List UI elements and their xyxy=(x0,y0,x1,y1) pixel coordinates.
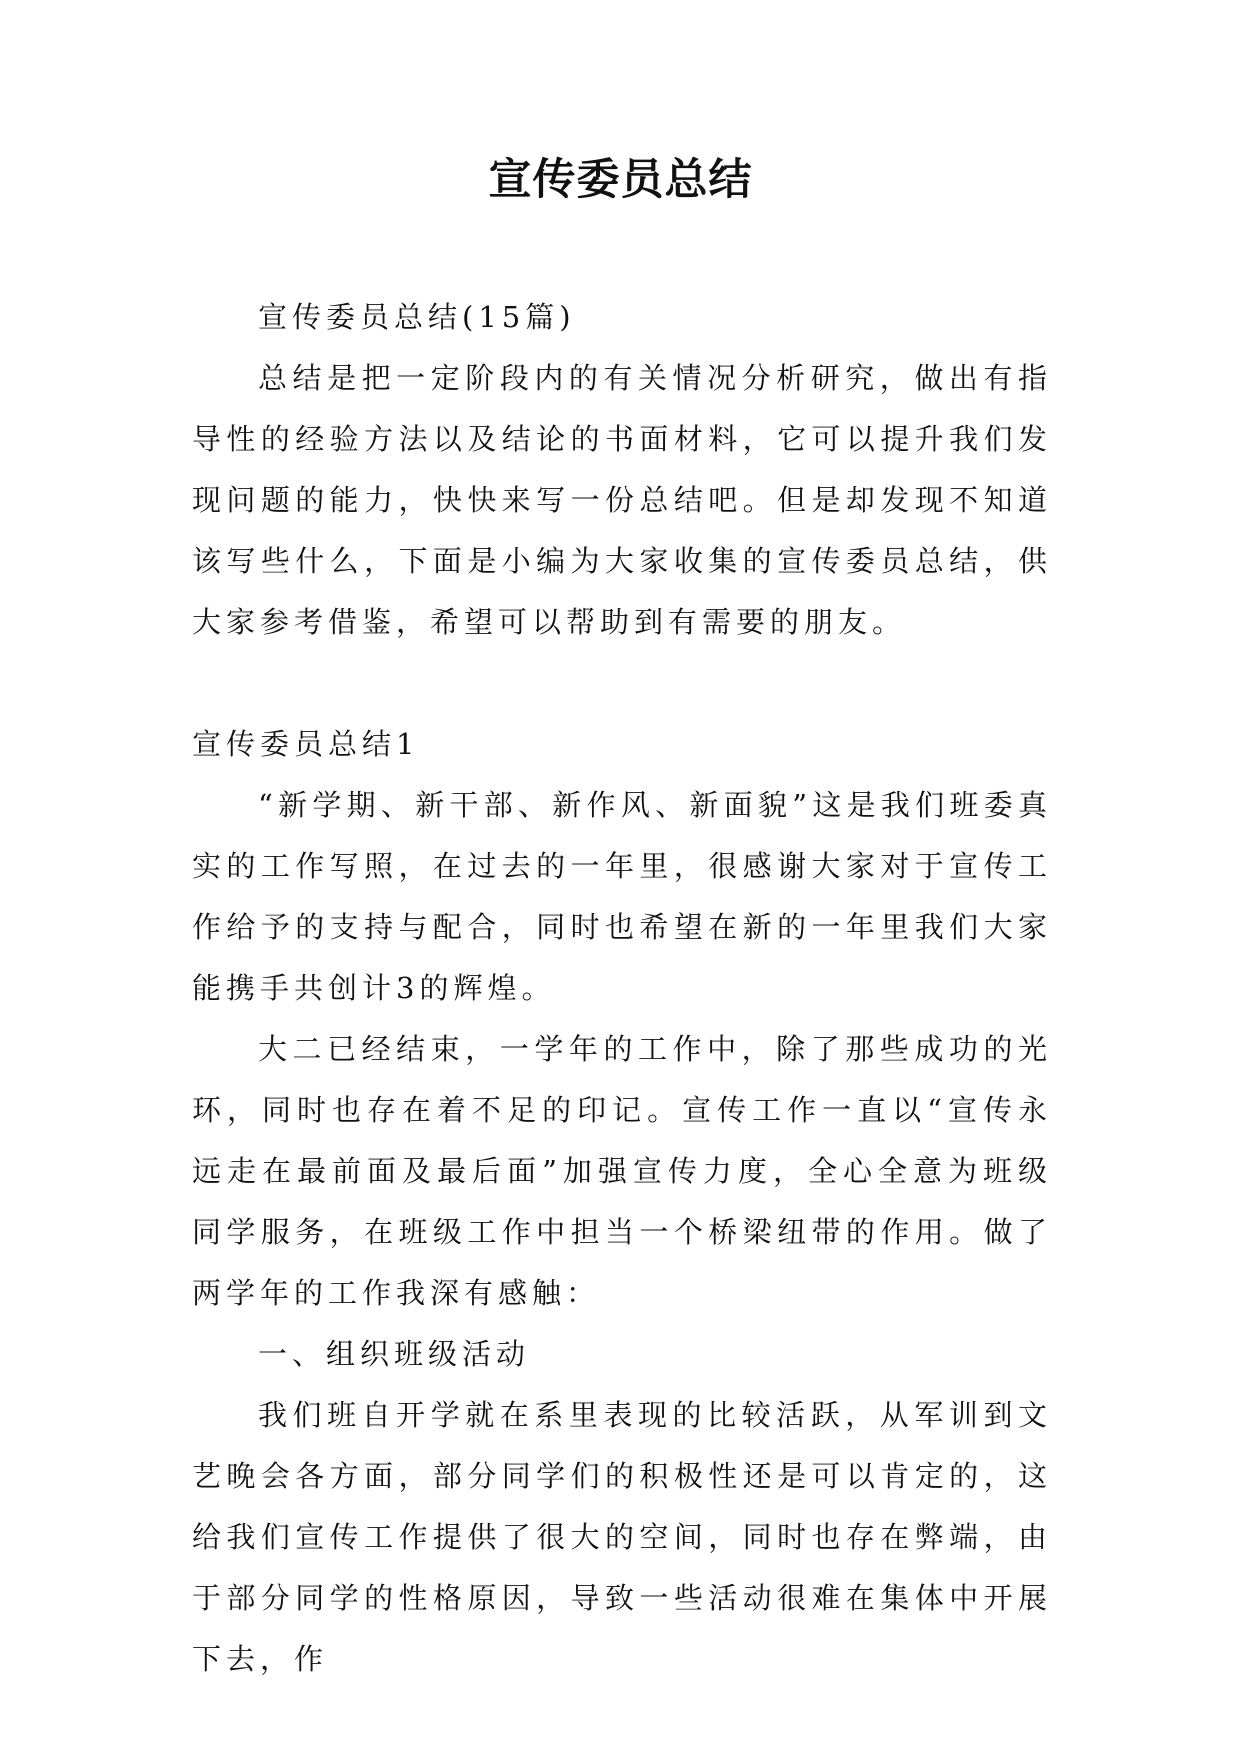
page-title: 宣传委员总结 xyxy=(488,155,753,205)
subsection-heading: 一、组织班级活动 xyxy=(258,1337,531,1371)
document-body xyxy=(192,287,1052,1690)
intro-paragraph: 总结是把一定阶段内的有关情况分析研究，做出有指导性的经验方法以及结论的书面材料，它可以提升我们发现问题的能力，快快来写一份总结吧。但是却发现不知道该写些什么，下面是小编为大家收集的宣传委员总结，供大家参考借鉴，希望可以帮助到有需要的朋友。 xyxy=(192,361,1052,639)
body-paragraph: 我们班自开学就在系里表现的比较活跃，从军训到文艺晚会各方面，部分同学们的积极性还是可以肯定的，这给我们宣传工作提供了很大的空间，同时也存在弊端，由于部分同学的性格原因，导致一些活动很难在集体中开展下去，作 xyxy=(192,1398,1052,1676)
subtitle: 宣传委员总结(15篇) xyxy=(258,300,576,334)
paragraph-spacer xyxy=(192,653,1052,714)
body-paragraph: 大二已经结束，一学年的工作中，除了那些成功的光环，同时也存在着不足的印记。宣传工作一直以“宣传永远走在最前面及最后面”加强宣传力度，全心全意为班级同学服务，在班级工作中担当一个桥梁纽带的作用。做了两学年的工作我深有感触： xyxy=(192,1032,1052,1310)
section-heading: 宣传委员总结1 xyxy=(192,727,420,761)
body-paragraph: “新学期、新干部、新作风、新面貌”这是我们班委真实的工作写照，在过去的一年里，很感谢大家对于宣传工作给予的支持与配合，同时也希望在新的一年里我们大家能携手共创计3的辉煌。 xyxy=(192,788,1052,1005)
